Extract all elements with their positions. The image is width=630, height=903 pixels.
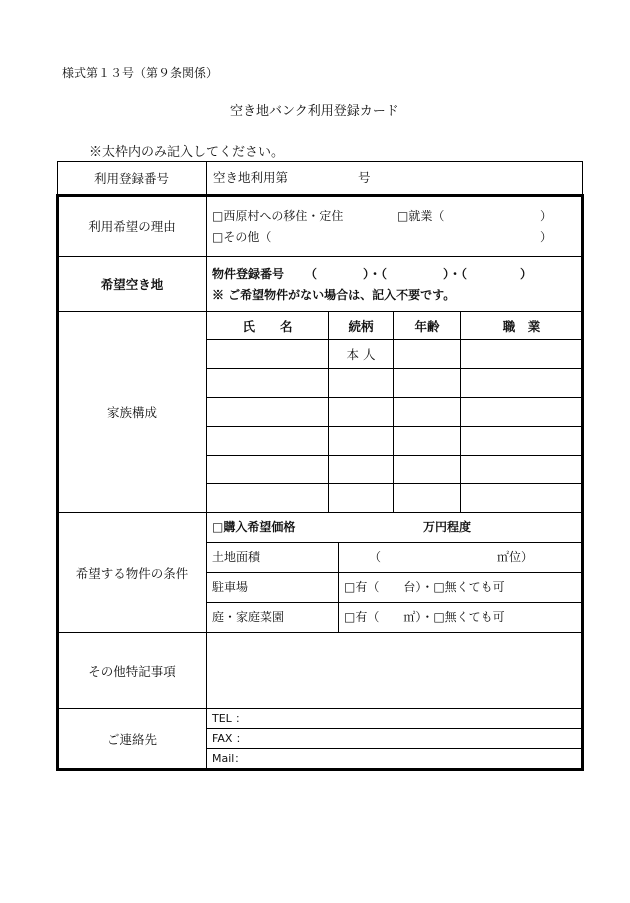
contact-fax[interactable]: FAX ：: [212, 732, 247, 745]
family-header-relation: 続柄: [348, 318, 374, 334]
family-self-relation: 本 人: [346, 347, 376, 362]
frame-bottom: [56, 768, 584, 771]
desired-land-label: 希望空き地: [100, 277, 164, 292]
desired-land-note: ※ ご希望物件がない場合は、記入不要です。: [212, 288, 456, 302]
page-title: 空き地バンク利用登録カード: [230, 104, 399, 119]
property-number-open: （: [305, 267, 318, 281]
family-header-occupation: 職 業: [502, 318, 541, 334]
instruction-note: ※太枠内のみ記入してください。: [89, 145, 285, 160]
price-label[interactable]: □購入希望価格: [212, 520, 296, 534]
garden-label: 庭・家庭菜園: [212, 610, 285, 624]
contact-mail[interactable]: Mail：: [212, 752, 246, 765]
registration-label: 利用登録番号: [93, 171, 169, 186]
reason-option-employment[interactable]: □就業（: [397, 209, 445, 223]
parking-label: 駐車場: [212, 580, 249, 594]
property-number-close: ）: [520, 267, 533, 281]
parking-value[interactable]: □有（ 台）・□無くても可: [344, 580, 505, 594]
contact-label: ご連絡先: [106, 731, 157, 747]
other-notes-label: その他特記事項: [88, 663, 176, 679]
reason-option-other[interactable]: □その他（: [212, 230, 272, 244]
family-label: 家族構成: [106, 405, 157, 420]
property-number-sep2: ）・（: [443, 267, 468, 281]
registration-prefix: 空き地利用第: [213, 170, 289, 185]
conditions-label: 希望する物件の条件: [75, 565, 189, 581]
land-area-open: （: [369, 550, 382, 564]
family-header-age: 年齢: [414, 318, 440, 334]
land-area-unit: ㎡位）: [497, 550, 534, 564]
reason-employment-close: ）: [540, 209, 553, 223]
reason-option-relocate[interactable]: □西原村への移住・定住: [212, 209, 344, 223]
other-notes-field[interactable]: [207, 633, 581, 708]
contact-tel[interactable]: TEL ：: [212, 712, 247, 725]
reason-other-close: ）: [540, 230, 553, 244]
price-unit: 万円程度: [423, 520, 472, 534]
registration-suffix: 号: [358, 170, 371, 185]
garden-value[interactable]: □有（ ㎡）・□無くても可: [344, 610, 505, 624]
property-number-sep1: ）・（: [363, 267, 388, 281]
family-header-name: 氏 名: [242, 318, 293, 334]
land-area-label: 土地面積: [212, 550, 261, 564]
form-number: 様式第１３号（第９条関係）: [62, 66, 219, 80]
property-number-label: 物件登録番号: [212, 267, 285, 281]
reason-label: 利用希望の理由: [88, 219, 176, 234]
